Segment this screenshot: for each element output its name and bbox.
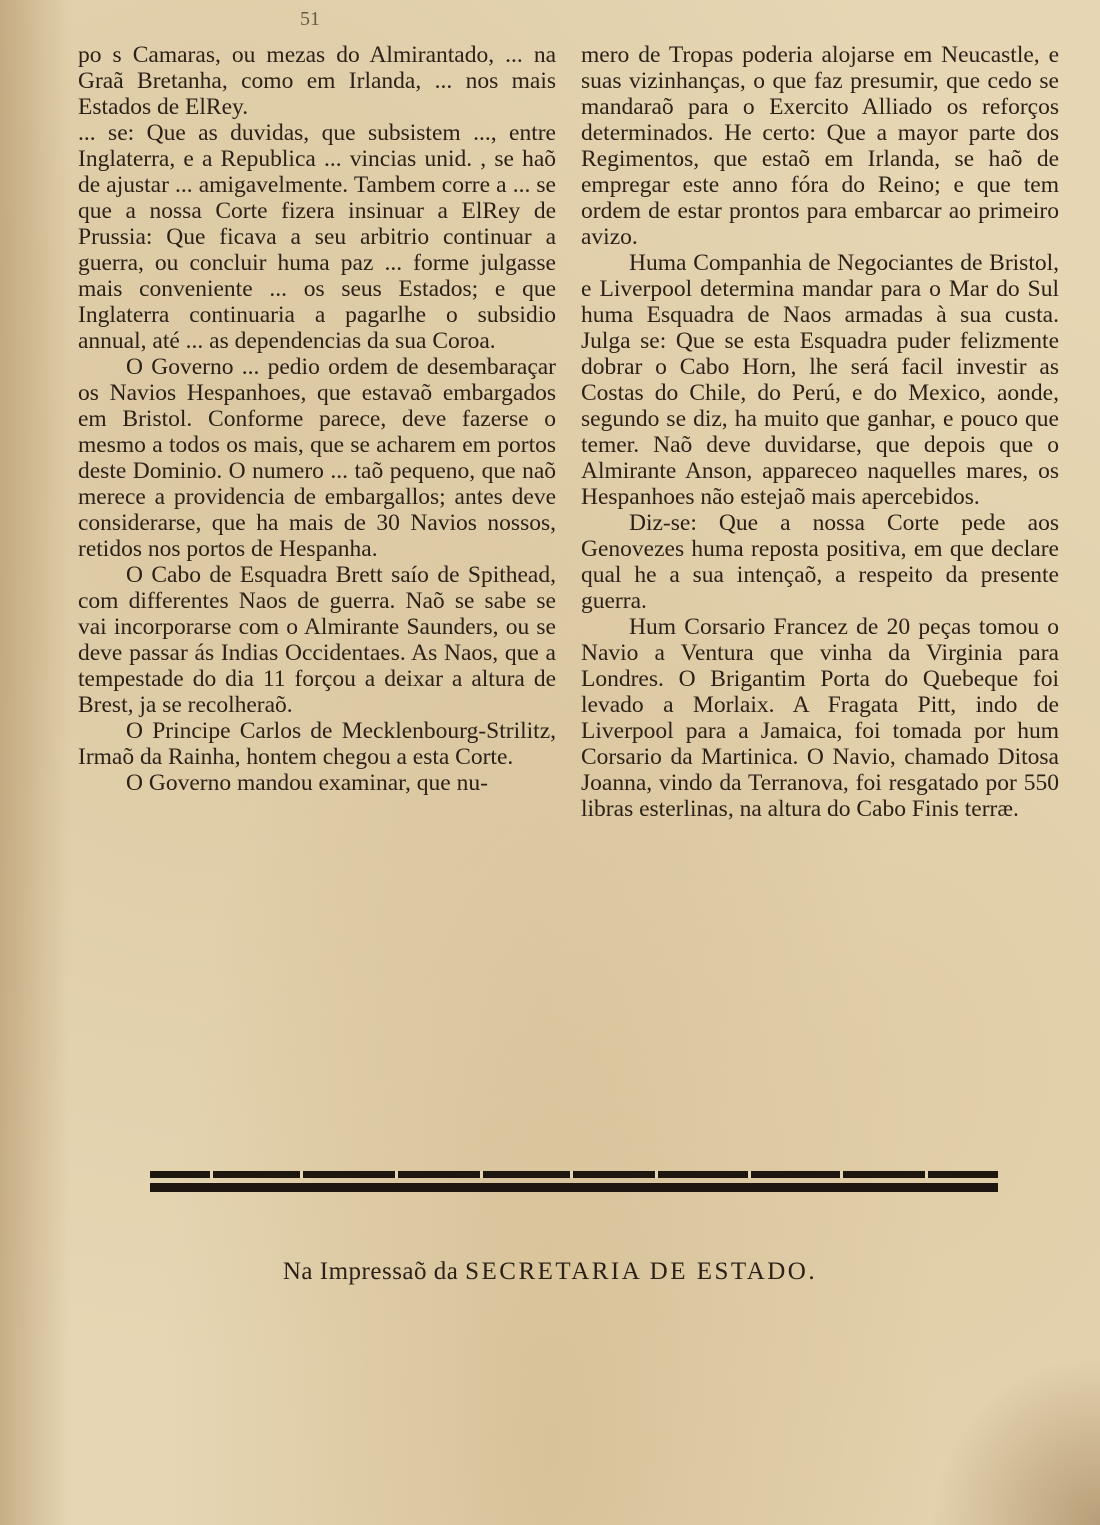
paragraph: O Governo mandou examinar, que nu- (126, 770, 488, 796)
paper-damage-corner (930, 1355, 1100, 1525)
paragraph: Diz-se: Que a nossa Corte pede aos Genovezes huma reposta positiva, em que declare qual he a sua intençaõ, a respeito da presente guerra. (581, 510, 1059, 614)
paragraph: Hum Corsario Francez de 20 peças tomou o Navio a Ventura que vinha da Virginia para Londres. O Brigantim Porta do Quebeque foi levado a Morlaix. A Fragata Pitt, indo de Liverpool para a Jamaica, foi tomada por hum Corsario da Martinica. O Navio, chamado Ditosa Joanna, vindo da Terranova, foi resgatado por 550 libras esterlinas, na altura do Cabo Finis terræ. (581, 614, 1059, 822)
paragraph: ... se: Que as duvidas, que subsistem ..., entre Inglaterra, e a Republica ... vincias unid. , se haõ de ajustar ... amigavelmente. Tambem corre a ... se que a nossa Corte fizera insinuar a ElRey de Prussia: Que ficava a seu arbitrio continuar a guerra, ou concluir huma paz ... forme julgasse mais conveniente ... os seus Estados; e que Inglaterra continuaria a pagarlhe o subsidio annual, até ... as dependencias da sua Coroa. (78, 120, 556, 354)
ornamental-rule (150, 1168, 998, 1198)
paragraph: po s Camaras, ou mezas do Almirantado, ... na Graã Bretanha, como em Irlanda, ... nos mais Estados de ElRey. (78, 42, 556, 120)
right-column (581, 42, 1059, 822)
paragraph: Huma Companhia de Negociantes de Bristol, e Liverpool determina mandar para o Mar do Sul huma Esquadra de Naos armadas à sua custa. Julga se: Que se esta Esquadra puder felizmente dobrar o Cabo Horn, lhe será facil investir as Costas do Chile, do Perú, e do Mexico, aonde, segundo se diz, ha muito que ganhar, e pouco que temer. Naõ deve duvidarse, que depois que o Almirante Anson, appareceo naquelles mares, os Hespanhoes não estejaõ mais apercebidos. (581, 250, 1059, 510)
imprint-prefix: Na Impressaõ da (282, 1258, 459, 1285)
paper-damage-left (0, 0, 70, 1525)
paragraph: mero de Tropas poderia alojarse em Neucastle, e suas vizinhanças, o que faz presumir, que cedo se mandaraõ para o Exercito Alliado os reforços determinados. He certo: Que a mayor parte dos Regimentos, que estaõ em Irlanda, se haõ de empregar este anno fóra do Reino; e que tem ordem de estar prontos para embarcar ao primeiro avizo. (581, 42, 1059, 250)
page-number: 51 (300, 8, 320, 30)
paragraph: O Governo ... pedio ordem de desembaraçar os Navios Hespanhoes, que estavaõ embargados em Bristol. Conforme parece, deve fazerse o mesmo a todos os mais, que se acharem em portos deste Dominio. O numero ... taõ pequeno, que naõ merece a providencia de embargallos; antes deve considerarse, que ha mais de 30 Navios nossos, retidos nos portos de Hespanha. (78, 354, 556, 562)
imprint-publisher: SECRETARIA DE ESTADO. (465, 1258, 818, 1285)
paragraph: O Cabo de Esquadra Brett saío de Spithead, com differentes Naos de guerra. Naõ se sabe se vai incorporarse com o Almirante Saunders, ou se deve passar ás Indias Occidentaes. As Naos, que a tempestade do dia 11 forçou a deixar a altura de Brest, ja se recolheraõ. (78, 562, 556, 718)
paragraph: O Principe Carlos de Mecklenbourg-Strilitz, Irmaõ da Rainha, hontem chegou a esta Corte. (78, 718, 556, 770)
imprint-line (0, 1258, 1100, 1286)
left-column (78, 42, 556, 796)
